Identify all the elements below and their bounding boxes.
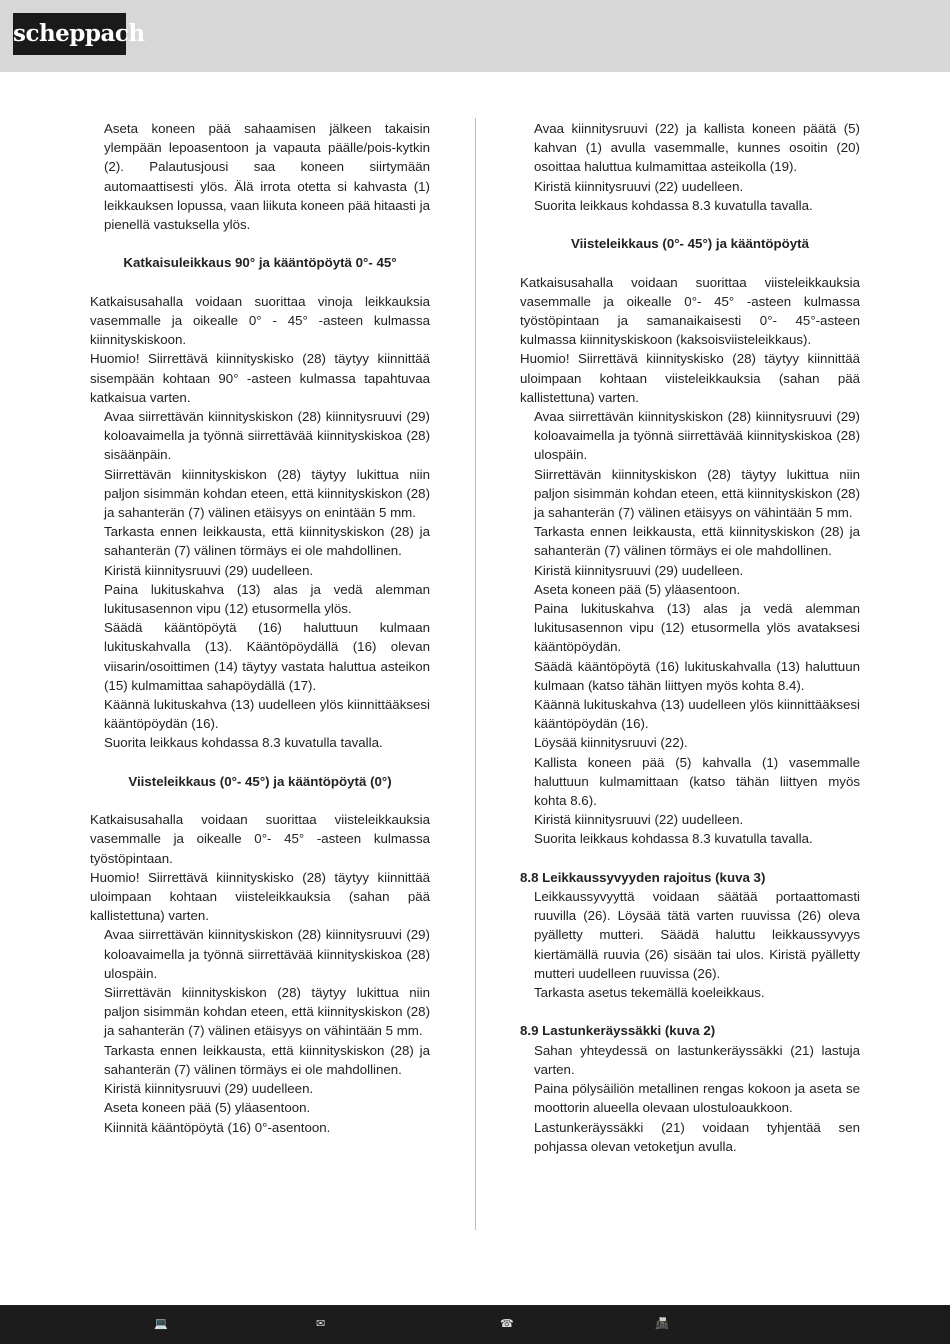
paragraph: Kiristä kiinnitysruuvi (22) uudelleen. (534, 178, 744, 194)
paragraph: Aseta koneen pää (5) yläasentoon. (104, 1100, 311, 1116)
spacer (90, 234, 430, 253)
spacer (90, 791, 430, 810)
paragraph: Lastunkeräyssäkki (21) voidaan tyhjentää sen pohjassa olevan vetoketjun avulla. (534, 1119, 860, 1154)
paragraph: Suorita leikkaus kohdassa 8.3 kuvatulla tavalla. (104, 735, 383, 751)
paragraph: Avaa kiinnitysruuvi (22) ja kallista koneen päätä (5) kahvan (1) avulla vasemmalle, kunnes osoitin (20) osoittaa haluttua kulmamittaa asteikolla (19). (534, 121, 860, 175)
phone-icon: ☎ (500, 1318, 514, 1330)
paragraph: Aseta koneen pää (5) yläasentoon. (534, 581, 741, 597)
paragraph: Katkaisusahalla voidaan suorittaa viisteleikkauksia vasemmalle ja oikealle 0°- 45° -asteen kulmassa työstöpintaan ja samanaikaisesti 0°- 45°-asteen kulmassa kiinnityskiskoon (kaksoisviisteleikkaus). (520, 274, 860, 348)
paragraph: Tarkasta ennen leikkausta, että kiinnityskiskon (28) ja sahanterän (7) välinen törmäys ei ole mahdollinen. (104, 524, 430, 559)
paragraph: Suorita leikkaus kohdassa 8.3 kuvatulla tavalla. (534, 197, 813, 213)
paragraph: Käännä lukituskahva (13) uudelleen ylös kiinnittääksesi kääntöpöydän (16). (534, 697, 860, 732)
paragraph: Kiristä kiinnitysruuvi (29) uudelleen. (104, 562, 314, 578)
paragraph: Säädä kääntöpöytä (16) haluttuun kulmaan lukituskahvalla (13). Kääntöpöydällä (16) olevan viisarin/osoittimen (14) täytyy vastata haluttua asteikon (15) kulmamittaa sahapöydällä (17). (104, 620, 430, 693)
paragraph: Kallista koneen pää (5) kahvalla (1) vasemmalle haluttuun kulmamittaan (katso tähän liittyen myös kohta 8.6). (534, 754, 860, 809)
laptop-icon: 💻 (154, 1318, 168, 1330)
scheppach-logo: scheppach (13, 13, 126, 55)
paragraph: Kiinnitä kääntöpöytä (16) 0°-asentoon. (104, 1119, 331, 1135)
spacer (520, 1002, 860, 1021)
paragraph: Siirrettävän kiinnityskiskon (28) täytyy lukittua niin paljon sisimmän kohdan eteen, että kiinnityskiskon (28) ja sahanterän (7) välinen etäisyys on vähintään 5 mm. (534, 466, 860, 521)
paragraph: Löysää kiinnitysruuvi (22). (534, 735, 688, 751)
paragraph: Tarkasta ennen leikkausta, että kiinnityskiskon (28) ja sahanterän (7) välinen törmäys ei ole mahdollinen. (534, 524, 860, 559)
paragraph: Kiristä kiinnitysruuvi (29) uudelleen. (104, 1081, 314, 1097)
paragraph: Siirrettävän kiinnityskiskon (28) täytyy lukittua niin paljon sisimmän kohdan eteen, että kiinnityskiskon (28) ja sahanterän (7) välinen etäisyys on enintään 5 mm. (104, 466, 430, 521)
section-heading: Katkaisuleikkaus 90° ja kääntöpöytä 0°- 45° (123, 255, 397, 271)
paragraph: Siirrettävän kiinnityskiskon (28) täytyy lukittua niin paljon sisimmän kohdan eteen, että kiinnityskiskon (28) ja sahanterän (7) välinen etäisyys on vähintään 5 mm. (104, 985, 430, 1039)
paragraph: Aseta koneen pää sahaamisen jälkeen takaisin ylempään lepoasentoon ja vapauta päälle/pois-kytkin (2). Palautusjousi saa koneen siirtymään automaattisesti ylös. Älä irrota otetta si kahvasta (1) leikkauksen lopussa, vaan liikuta koneen pää hitaasti ja pienellä vastuksella ylös. (104, 121, 430, 233)
paragraph: Tarkasta asetus tekemällä koeleikkaus. (534, 985, 765, 1001)
paragraph: Kiristä kiinnitysruuvi (22) uudelleen. (534, 812, 744, 828)
paragraph: Paina lukituskahva (13) alas ja vedä alemman lukitusasennon vipu (12) etusormella ylös avataksesi kääntöpöydän. (534, 601, 860, 655)
spacer (520, 253, 860, 272)
section-heading: Viisteleikkaus (0°- 45°) ja kääntöpöytä (0°) (128, 773, 392, 789)
paragraph: Huomio! Siirrettävä kiinnityskisko (28) täytyy kiinnittää sisempään kohtaan 90° -asteen kulmassa tapahtuvaa katkaisua varten. (90, 351, 430, 405)
paragraph: Paina pölysäiliön metallinen rengas kokoon ja aseta se moottorin alueella olevaan ulostuloaukkoon. (534, 1081, 860, 1116)
paragraph: Avaa siirrettävän kiinnityskiskon (28) kiinnitysruuvi (29) koloavaimella ja työnnä siirrettävää kiinnityskiskoa (28) ulospäin. (534, 409, 860, 463)
paragraph: Huomio! Siirrettävä kiinnityskisko (28) täytyy kiinnittää uloimpaan kohtaan viisteleikkauksia (sahan pää kallistettuna) varten. (520, 351, 860, 405)
spacer (90, 753, 430, 772)
paragraph: Sahan yhteydessä on lastunkeräyssäkki (21) lastuja varten. (534, 1042, 860, 1077)
mail-icon: ✉ (316, 1318, 326, 1330)
paragraph: Paina lukituskahva (13) alas ja vedä alemman lukitusasennon vipu (12) etusormella ylös. (104, 581, 430, 617)
paragraph: Säädä kääntöpöytä (16) lukituskahvalla (13) haluttuun kulmaan (katso tähän liittyen myös kohta 8.4). (534, 658, 860, 693)
paragraph: Leikkaussyvyyttä voidaan säätää portaattomasti ruuvilla (26). Löysää tätä varten ruuvissa (26) oleva pyälletty mutteri. Säädä haluttu leikkaussyvyys kiertämällä ruuvia (26) sisään tai ulos. Kiristä pyälletty mutteri uudelleen ruuvissa (26). (534, 889, 860, 981)
paragraph: Tarkasta ennen leikkausta, että kiinnityskiskon (28) ja sahanterän (7) välinen törmäys ei ole mahdollinen. (104, 1042, 430, 1077)
paragraph: Katkaisusahalla voidaan suorittaa vinoja leikkauksia vasemmalle ja oikealle 0° - 45° -asteen kulmassa kiinnityskiskoon. (90, 293, 430, 348)
spacer (520, 215, 860, 234)
section-heading: Viisteleikkaus (0°- 45°) ja kääntöpöytä (570, 236, 809, 252)
right-column (520, 119, 860, 1156)
page-footer (0, 1305, 950, 1344)
paragraph: Huomio! Siirrettävä kiinnityskisko (28) täytyy kiinnittää uloimpaan kohtaan viisteleikkauksia (sahan pää kallistettuna) varten. (90, 869, 430, 924)
spacer (520, 849, 860, 868)
paragraph: Avaa siirrettävän kiinnityskiskon (28) kiinnitysruuvi (29) koloavaimella ja työnnä siirrettävää kiinnityskiskoa (28) sisäänpäin. (104, 409, 430, 463)
section-heading: 8.8 Leikkaussyvyyden rajoitus (kuva 3) (520, 869, 766, 885)
page-header (0, 0, 950, 72)
paragraph: Käännä lukituskahva (13) uudelleen ylös kiinnittääksesi kääntöpöydän (16). (104, 697, 430, 732)
section-heading: 8.9 Lastunkeräyssäkki (kuva 2) (520, 1023, 716, 1039)
paragraph: Avaa siirrettävän kiinnityskiskon (28) kiinnitysruuvi (29) koloavaimella ja työnnä siirrettävää kiinnityskiskoa (28) ulospäin. (104, 927, 430, 981)
paragraph: Katkaisusahalla voidaan suorittaa viisteleikkauksia vasemmalle ja oikealle 0°- 45° -asteen kulmassa työstöpintaan. (90, 812, 430, 866)
paragraph: Kiristä kiinnitysruuvi (29) uudelleen. (534, 562, 744, 578)
left-column (90, 119, 430, 1137)
fax-icon: 📠 (655, 1318, 669, 1330)
column-divider (475, 118, 476, 1230)
paragraph: Suorita leikkaus kohdassa 8.3 kuvatulla tavalla. (534, 831, 813, 847)
spacer (90, 273, 430, 292)
